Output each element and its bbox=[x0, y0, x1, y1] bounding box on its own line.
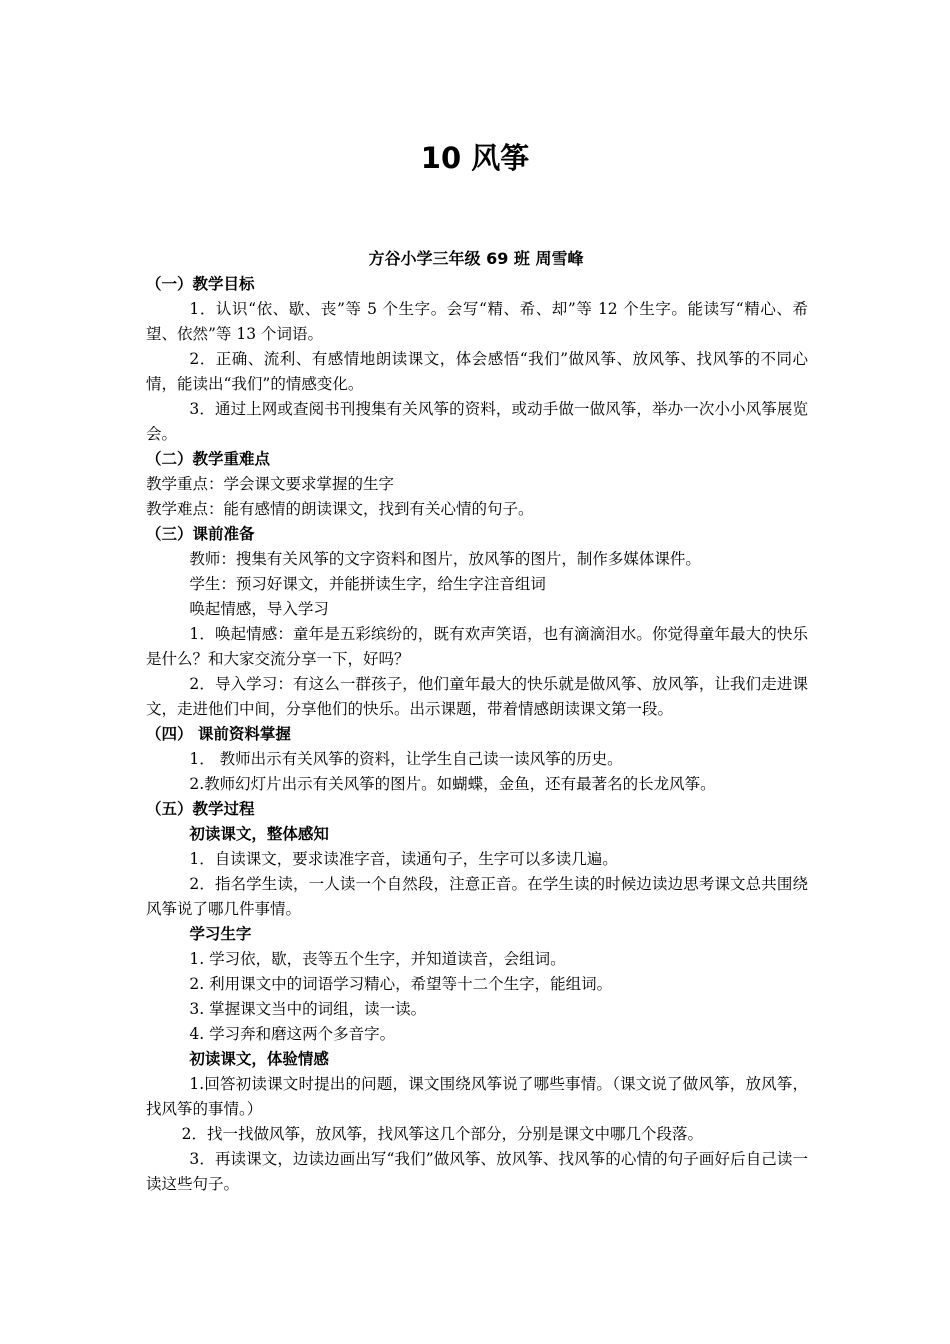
section-heading-objectives: （一）教学目标 bbox=[146, 275, 255, 293]
paragraph: 3．通过上网或查阅书刊搜集有关风筝的资料，或动手做一做风筝，举办一次小小风筝展览会。 bbox=[146, 400, 808, 443]
subheading: 初读课文，整体感知 bbox=[189, 825, 329, 843]
paragraph: 2. 利用课文中的词语学习精心，希望等十二个生字，能组词。 bbox=[189, 975, 613, 993]
paragraph: 1．认识“依、歇、丧”等 5 个生字。会写“精、希、却”等 12 个生字。能读写“精心、希望、依然”等 13 个词语。 bbox=[146, 300, 808, 343]
paragraph: 教学重点：学会课文要求掌握的生字 bbox=[146, 475, 395, 493]
paragraph: 1. 学习依，歇，丧等五个生字，并知道读音，会组词。 bbox=[189, 950, 566, 968]
author-byline: 方谷小学三年级 69 班 周雪峰 bbox=[368, 249, 584, 268]
paragraph: 教学难点：能有感情的朗读课文，找到有关心情的句子。 bbox=[146, 500, 534, 518]
subheading: 初读课文，体验情感 bbox=[189, 1050, 329, 1068]
paragraph: 1．自读课文，要求读准字音，读通句子，生字可以多读几遍。 bbox=[189, 850, 618, 868]
paragraph: 2．找一找做风筝，放风筝，找风筝这几个部分，分别是课文中哪几个段落。 bbox=[181, 1125, 704, 1143]
document-body bbox=[146, 272, 808, 1197]
paragraph: 1． 教师出示有关风筝的资料，让学生自己读一读风筝的历史。 bbox=[189, 750, 623, 768]
paragraph: 唤起情感，导入学习 bbox=[189, 600, 329, 618]
paragraph: 2．正确、流利、有感情地朗读课文，体会感悟“我们”做风筝、放风筝、找风筝的不同心情，能读出“我们”的情感变化。 bbox=[146, 350, 808, 393]
paragraph: 1.回答初读课文时提出的问题，课文围绕风筝说了哪些事情。（课文说了做风筝，放风筝，找风筝的事情。） bbox=[146, 1075, 808, 1118]
section-heading-preparation: （三）课前准备 bbox=[146, 525, 255, 543]
page-title: 10 风筝 bbox=[420, 141, 530, 175]
paragraph: 3．再读课文，边读边画出写“我们”做风筝、放风筝、找风筝的心情的句子画好后自己读一读这些句子。 bbox=[146, 1150, 808, 1193]
section-heading-key-points: （二）教学重难点 bbox=[146, 450, 271, 468]
section-heading-process: （五）教学过程 bbox=[146, 800, 255, 818]
paragraph: 2.教师幻灯片出示有关风筝的图片。如蝴蝶，金鱼，还有最著名的长龙风筝。 bbox=[189, 775, 716, 793]
paragraph: 学生：预习好课文，并能拼读生字，给生字注音组词 bbox=[189, 575, 546, 593]
paragraph: 教师：搜集有关风筝的文字资料和图片，放风筝的图片，制作多媒体课件。 bbox=[189, 550, 701, 568]
section-heading-materials: （四） 课前资料掌握 bbox=[146, 725, 291, 743]
paragraph: 4. 学习奔和磨这两个多音字。 bbox=[189, 1025, 396, 1043]
subheading: 学习生字 bbox=[189, 925, 252, 943]
paragraph: 1．唤起情感：童年是五彩缤纷的，既有欢声笑语，也有滴滴泪水。你觉得童年最大的快乐是什么？和大家交流分享一下，好吗？ bbox=[146, 625, 808, 668]
paragraph: 3. 掌握课文当中的词组，读一读。 bbox=[189, 1000, 427, 1018]
paragraph: 2．指名学生读，一人读一个自然段，注意正音。在学生读的时候边读边思考课文总共围绕风筝说了哪几件事情。 bbox=[146, 875, 808, 918]
paragraph: 2．导入学习：有这么一群孩子，他们童年最大的快乐就是做风筝、放风筝，让我们走进课文，走进他们中间，分享他们的快乐。出示课题，带着情感朗读课文第一段。 bbox=[146, 675, 808, 718]
